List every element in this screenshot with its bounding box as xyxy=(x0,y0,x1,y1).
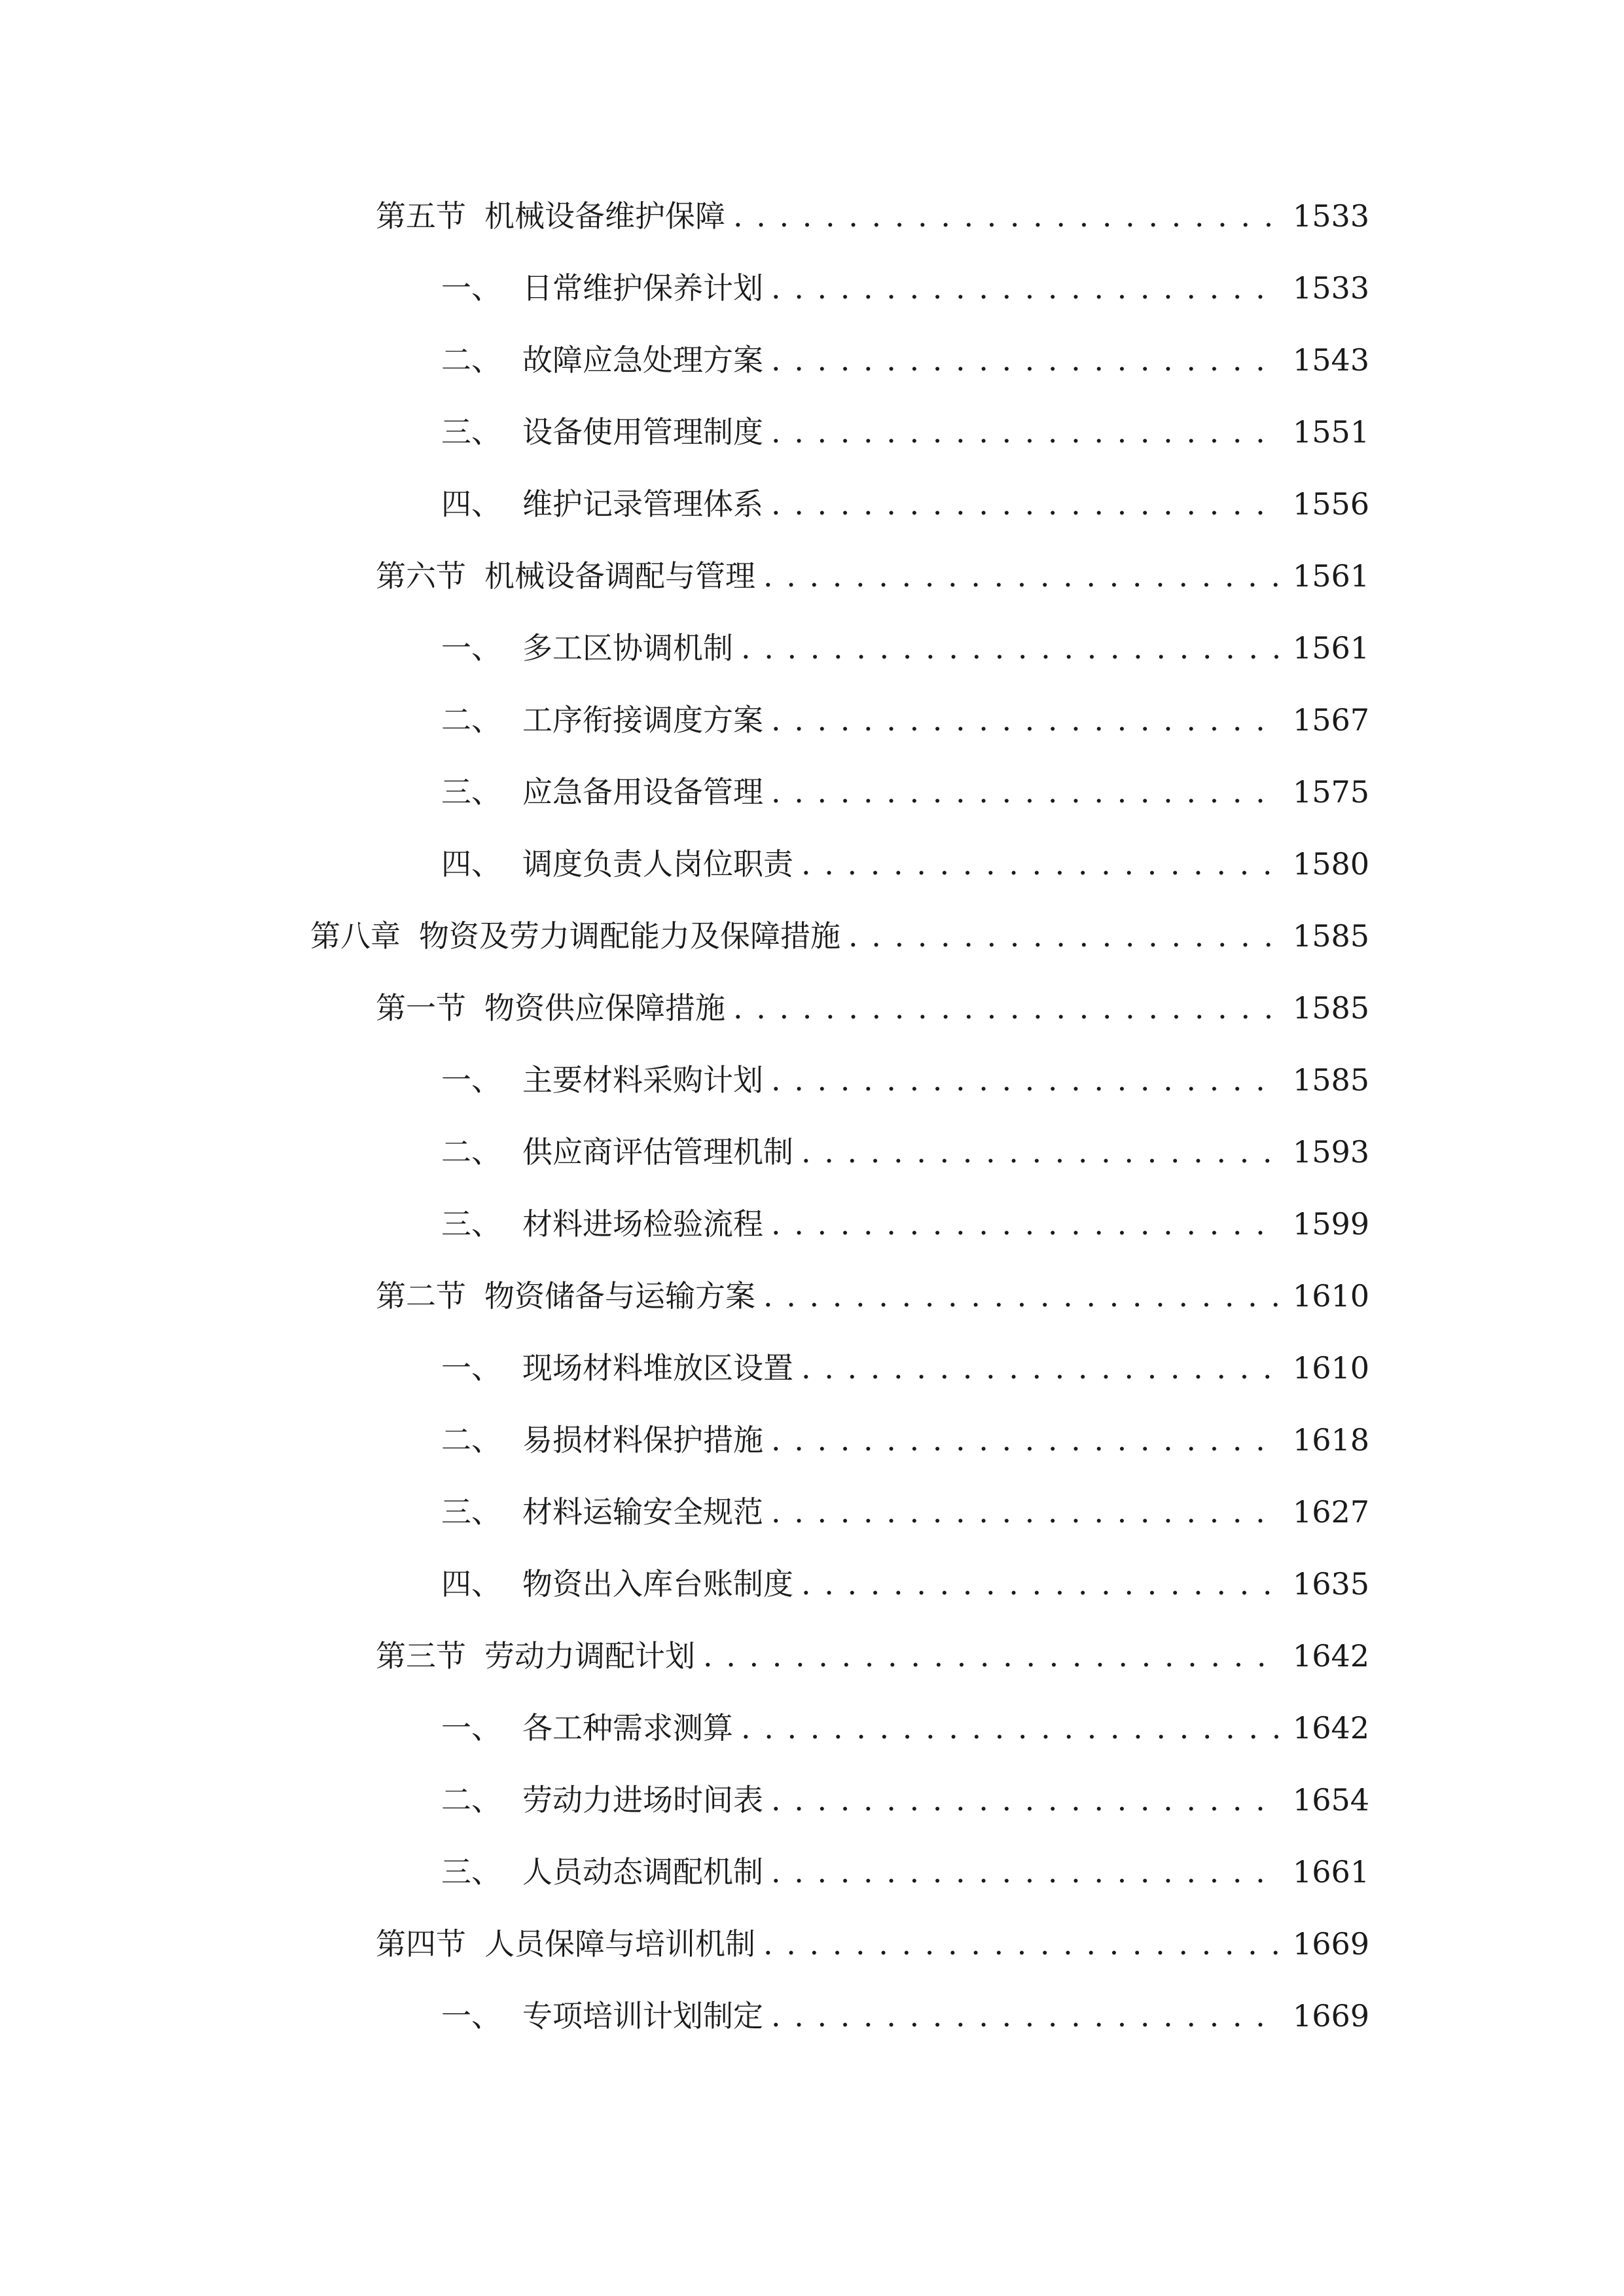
entry-number: 二、 xyxy=(441,342,501,378)
entry-number: 第八章 xyxy=(310,918,401,954)
page-number: 1561 xyxy=(1292,630,1369,666)
dot-leader xyxy=(733,190,1280,242)
entry-title: 物资供应保障措施 xyxy=(484,990,725,1026)
dot-leader xyxy=(771,1054,1280,1106)
dot-leader xyxy=(801,1558,1280,1610)
toc-entry[interactable] xyxy=(441,1702,1369,1754)
toc-entry[interactable] xyxy=(441,766,1369,818)
entry-number: 二、 xyxy=(441,702,501,738)
entry-title: 机械设备维护保障 xyxy=(484,198,725,234)
page-number: 1556 xyxy=(1292,486,1369,522)
entry-title: 易损材料保护措施 xyxy=(522,1422,763,1458)
toc-entry[interactable] xyxy=(441,1126,1369,1178)
entry-title: 现场材料堆放区设置 xyxy=(522,1350,793,1386)
entry-title: 材料运输安全规范 xyxy=(522,1494,763,1530)
entry-title: 劳动力调配计划 xyxy=(484,1638,695,1674)
entry-number: 二、 xyxy=(441,1782,501,1818)
toc-entry[interactable] xyxy=(441,622,1369,674)
entry-number: 第一节 xyxy=(376,990,466,1026)
entry-number: 三、 xyxy=(441,1854,501,1890)
entry-title: 故障应急处理方案 xyxy=(522,342,763,378)
entry-number: 一、 xyxy=(441,630,501,666)
dot-leader xyxy=(801,1126,1280,1178)
entry-number: 一、 xyxy=(441,1062,501,1098)
toc-entry[interactable] xyxy=(441,1774,1369,1826)
dot-leader xyxy=(801,838,1280,890)
toc-entry[interactable] xyxy=(441,1486,1369,1538)
entry-title: 人员动态调配机制 xyxy=(522,1854,763,1890)
entry-number: 三、 xyxy=(441,1206,501,1242)
toc-entry[interactable] xyxy=(376,1270,1369,1322)
toc-entry[interactable] xyxy=(441,478,1369,530)
toc-entry[interactable] xyxy=(441,838,1369,890)
toc-entry[interactable] xyxy=(441,1198,1369,1250)
page-number: 1575 xyxy=(1292,774,1369,810)
dot-leader xyxy=(763,550,1280,602)
entry-number: 第六节 xyxy=(376,558,466,594)
entry-number: 一、 xyxy=(441,1998,501,2034)
page-number: 1654 xyxy=(1292,1782,1369,1818)
entry-number: 一、 xyxy=(441,1350,501,1386)
toc-entry[interactable] xyxy=(376,982,1369,1034)
entry-title: 维护记录管理体系 xyxy=(522,486,763,522)
entry-number: 三、 xyxy=(441,1494,501,1530)
toc-entry[interactable] xyxy=(441,262,1369,314)
toc-entry[interactable] xyxy=(441,334,1369,386)
dot-leader xyxy=(771,334,1280,386)
toc-entry[interactable] xyxy=(376,1630,1369,1682)
entry-title: 材料进场检验流程 xyxy=(522,1206,763,1242)
dot-leader xyxy=(848,910,1280,962)
entry-title: 调度负责人岗位职责 xyxy=(522,846,793,882)
toc-entry[interactable] xyxy=(441,1990,1369,2042)
toc-entry[interactable] xyxy=(441,1846,1369,1898)
dot-leader xyxy=(763,1270,1280,1322)
entry-number: 第三节 xyxy=(376,1638,466,1674)
page-number: 1593 xyxy=(1292,1134,1369,1170)
entry-number: 第四节 xyxy=(376,1926,466,1962)
page-number: 1585 xyxy=(1292,1062,1369,1098)
dot-leader xyxy=(763,1918,1280,1970)
entry-title: 工序衔接调度方案 xyxy=(522,702,763,738)
page-number: 1585 xyxy=(1292,918,1369,954)
entry-number: 二、 xyxy=(441,1422,501,1458)
dot-leader xyxy=(771,766,1280,818)
entry-number: 四、 xyxy=(441,846,501,882)
entry-number: 第二节 xyxy=(376,1278,466,1314)
toc-entry[interactable] xyxy=(310,910,1369,962)
dot-leader xyxy=(733,982,1280,1034)
dot-leader xyxy=(771,406,1280,458)
entry-number: 第五节 xyxy=(376,198,466,234)
entry-title: 多工区协调机制 xyxy=(522,630,733,666)
entry-title: 专项培训计划制定 xyxy=(522,1998,763,2034)
page-number: 1635 xyxy=(1292,1566,1369,1602)
page-number: 1642 xyxy=(1292,1710,1369,1746)
toc-entry[interactable] xyxy=(441,694,1369,746)
page-number: 1567 xyxy=(1292,702,1369,738)
dot-leader xyxy=(741,622,1280,674)
entry-title: 主要材料采购计划 xyxy=(522,1062,763,1098)
dot-leader xyxy=(703,1630,1280,1682)
dot-leader xyxy=(801,1342,1280,1394)
page-number: 1610 xyxy=(1292,1278,1369,1314)
entry-title: 劳动力进场时间表 xyxy=(522,1782,763,1818)
page-number: 1561 xyxy=(1292,558,1369,594)
dot-leader xyxy=(771,1846,1280,1898)
entry-number: 一、 xyxy=(441,270,501,306)
entry-number: 四、 xyxy=(441,486,501,522)
dot-leader xyxy=(771,1990,1280,2042)
page-number: 1533 xyxy=(1292,270,1369,306)
toc-entry[interactable] xyxy=(441,1054,1369,1106)
page-number: 1585 xyxy=(1292,990,1369,1026)
entry-title: 应急备用设备管理 xyxy=(522,774,763,810)
dot-leader xyxy=(771,1198,1280,1250)
page-number: 1543 xyxy=(1292,342,1369,378)
entry-number: 四、 xyxy=(441,1566,501,1602)
entry-number: 三、 xyxy=(441,414,501,450)
entry-title: 物资储备与运输方案 xyxy=(484,1278,755,1314)
toc-entry[interactable] xyxy=(376,190,1369,242)
dot-leader xyxy=(771,1774,1280,1826)
entry-title: 供应商评估管理机制 xyxy=(522,1134,793,1170)
page-number: 1661 xyxy=(1292,1854,1369,1890)
toc-entry[interactable] xyxy=(441,1342,1369,1394)
entry-title: 设备使用管理制度 xyxy=(522,414,763,450)
dot-leader xyxy=(771,478,1280,530)
page-number: 1642 xyxy=(1292,1638,1369,1674)
entry-title: 日常维护保养计划 xyxy=(522,270,763,306)
toc-entry[interactable] xyxy=(441,1414,1369,1466)
entry-title: 人员保障与培训机制 xyxy=(484,1926,755,1962)
page-number: 1551 xyxy=(1292,414,1369,450)
page-number: 1580 xyxy=(1292,846,1369,882)
toc-entry[interactable] xyxy=(441,406,1369,458)
dot-leader xyxy=(771,1486,1280,1538)
entry-number: 三、 xyxy=(441,774,501,810)
entry-title: 物资及劳力调配能力及保障措施 xyxy=(419,918,840,954)
toc-entry[interactable] xyxy=(376,1918,1369,1970)
dot-leader xyxy=(771,694,1280,746)
entry-title: 各工种需求测算 xyxy=(522,1710,733,1746)
toc-entry[interactable] xyxy=(441,1558,1369,1610)
page-number: 1610 xyxy=(1292,1350,1369,1386)
toc-entry[interactable] xyxy=(376,550,1369,602)
dot-leader xyxy=(771,1414,1280,1466)
page-number: 1533 xyxy=(1292,198,1369,234)
page-number: 1669 xyxy=(1292,1926,1369,1962)
page-number: 1599 xyxy=(1292,1206,1369,1242)
dot-leader xyxy=(771,262,1280,314)
page-number: 1627 xyxy=(1292,1494,1369,1530)
entry-title: 物资出入库台账制度 xyxy=(522,1566,793,1602)
dot-leader xyxy=(741,1702,1280,1754)
page-number: 1669 xyxy=(1292,1998,1369,2034)
entry-number: 一、 xyxy=(441,1710,501,1746)
entry-title: 机械设备调配与管理 xyxy=(484,558,755,594)
entry-number: 二、 xyxy=(441,1134,501,1170)
page-number: 1618 xyxy=(1292,1422,1369,1458)
